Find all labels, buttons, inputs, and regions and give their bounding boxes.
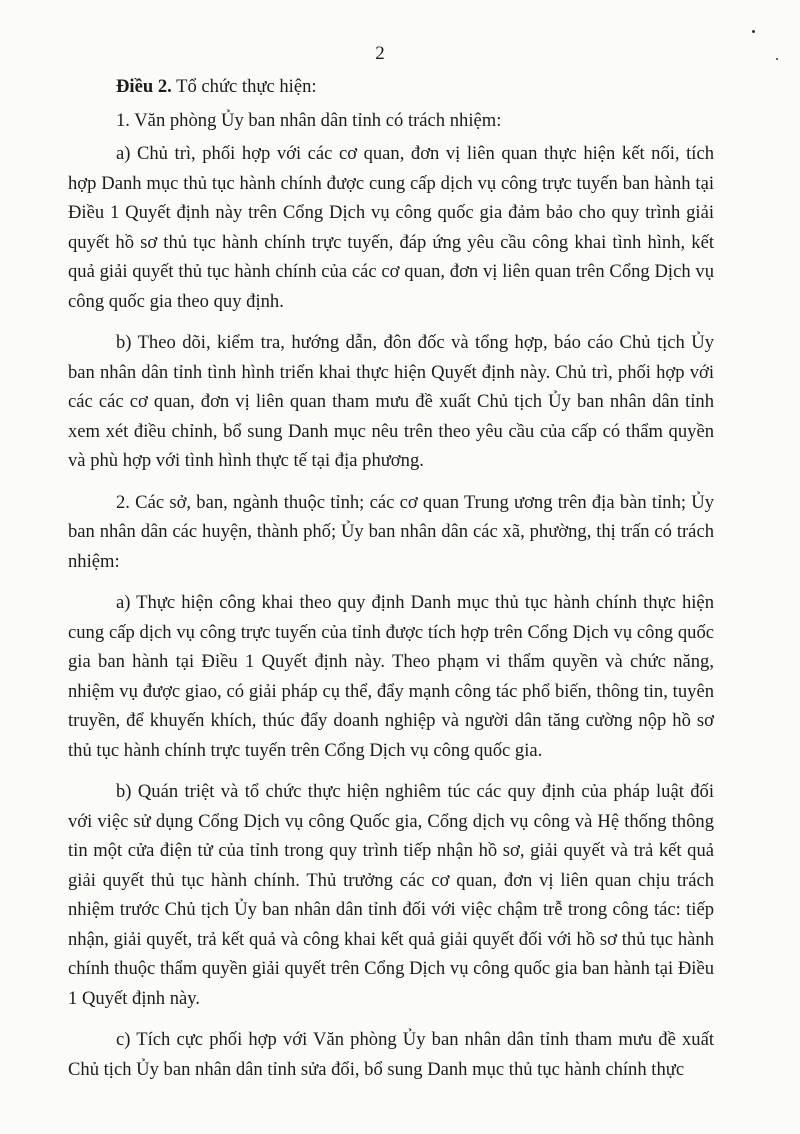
scan-speck: [752, 30, 755, 33]
paragraph-2a: a) Thực hiện công khai theo quy định Danh mục thủ tục hành chính thực hiện cung cấp dịch vụ công trực tuyến của tỉnh được tích hợp trên Cổng Dịch vụ công quốc gia ban hành tại Điều 1 Quyết định này. Theo phạm vi thẩm quyền và chức năng, nhiệm vụ được giao, có giải pháp cụ thể, đẩy mạnh công tác phổ biến, thông tin, tuyên truyền, để khuyến khích, thúc đẩy doanh nghiệp và người dân tăng cường nộp hồ sơ thủ tục hành chính trực tuyến trên Cổng Dịch vụ công quốc gia.: [68, 592, 714, 761]
paragraph-2c: c) Tích cực phối hợp với Văn phòng Ủy ban nhân dân tỉnh tham mưu đề xuất Chủ tịch Ủy ban nhân dân tỉnh sửa đổi, bổ sung Danh mục thủ tục hành chính thực: [68, 1029, 714, 1080]
paragraph-1a: a) Chủ trì, phối hợp với các cơ quan, đơn vị liên quan thực hiện kết nối, tích hợp Danh mục thủ tục hành chính được cung cấp dịch vụ công trực tuyến ban hành tại Điều 1 Quyết định này trên Cổng Dịch vụ công quốc gia đảm bảo cho quy trình giải quyết hồ sơ thủ tục hành chính trực tuyến, đáp ứng yêu cầu công khai tình hình, kết quả giải quyết thủ tục hành chính của các cơ quan, đơn vị liên quan trên Cổng Dịch vụ công quốc gia theo quy định.: [68, 143, 714, 312]
paragraph-1: 1. Văn phòng Ủy ban nhân dân tỉnh có trách nhiệm:: [116, 109, 502, 131]
article-title: Tổ chức thực hiện:: [171, 76, 317, 97]
paragraph-2b: b) Quán triệt và tổ chức thực hiện nghiêm túc các quy định của pháp luật đối với việc sử dụng Cổng Dịch vụ công Quốc gia, Cổng dịch vụ công và Hệ thống thông tin một cửa điện tử của tỉnh trong quy trình tiếp nhận hồ sơ, giải quyết và trả kết quả giải quyết thủ tục hành chính. Thủ trưởng các cơ quan, đơn vị liên quan chịu trách nhiệm trước Chủ tịch Ủy ban nhân dân tỉnh đối với việc chậm trễ trong công tác: tiếp nhận, giải quyết, trả kết quả và công khai kết quả giải quyết đối với hồ sơ thủ tục hành chính thuộc thẩm quyền giải quyết trên Cổng Dịch vụ công quốc gia ban hành tại Điều 1 Quyết định này.: [68, 781, 714, 1009]
scan-speck: [776, 58, 778, 60]
page-number: 2: [375, 43, 385, 64]
document-body: [68, 72, 714, 1096]
article-heading: [68, 72, 714, 102]
article-label: Điều 2.: [116, 76, 172, 97]
paragraph-2: 2. Các sở, ban, ngành thuộc tỉnh; các cơ quan Trung ương trên địa bàn tỉnh; Ủy ban nhân dân các huyện, thành phố; Ủy ban nhân dân các xã, phường, thị trấn có trách nhiệm:: [68, 491, 714, 572]
paragraph-1b: b) Theo dõi, kiểm tra, hướng dẫn, đôn đốc và tổng hợp, báo cáo Chủ tịch Ủy ban nhân dân tỉnh tình hình triển khai thực hiện Quyết định này. Chủ trì, phối hợp với các các cơ quan, đơn vị liên quan tham mưu đề xuất Chủ tịch Ủy ban nhân dân tỉnh xem xét điều chỉnh, bổ sung Danh mục nêu trên theo yêu cầu của cấp có thẩm quyền và phù hợp với tình hình thực tế tại địa phương.: [68, 332, 714, 471]
